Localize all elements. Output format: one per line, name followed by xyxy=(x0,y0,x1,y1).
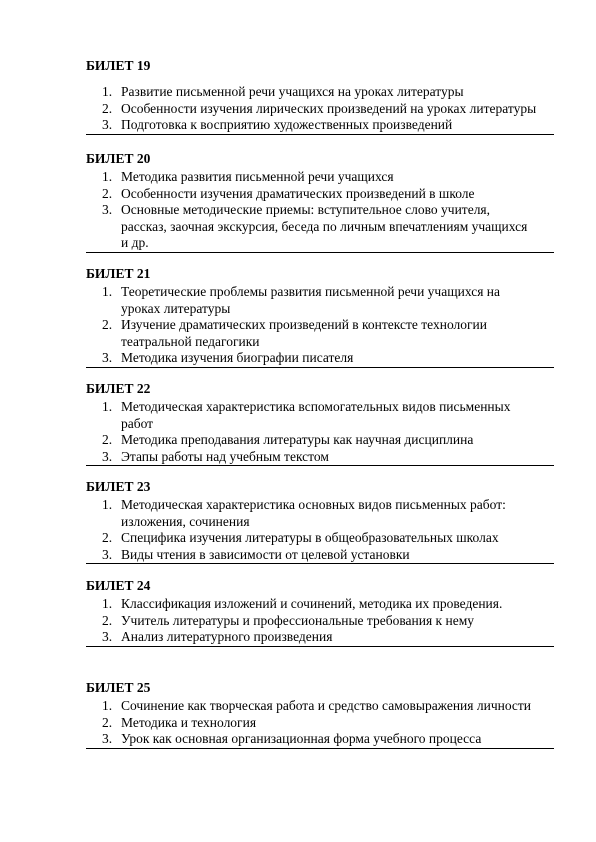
question-text-line: Особенности изучения лирических произведений на уроках литературы xyxy=(121,100,537,116)
question-number: 1. xyxy=(102,84,113,99)
question-list xyxy=(86,284,554,368)
question-number: 3. xyxy=(102,202,113,217)
ticket-21 xyxy=(86,266,554,368)
ticket-title: БИЛЕТ 22 xyxy=(86,381,151,396)
question-number: 2. xyxy=(102,185,113,201)
question-item xyxy=(86,317,554,350)
ticket-19 xyxy=(86,58,554,135)
ticket-20 xyxy=(86,151,554,253)
question-text-line: Особенности изучения драматических произведений в школе xyxy=(121,185,475,201)
question-item xyxy=(86,596,554,613)
question-text-line: Этапы работы над учебным текстом xyxy=(121,448,329,464)
ticket-22 xyxy=(86,381,554,466)
question-text-line: Специфика изучения литературы в общеобразовательных школах xyxy=(121,530,499,545)
question-item xyxy=(86,530,554,547)
question-number: 2. xyxy=(102,714,113,730)
question-text-line: изложения, сочинения xyxy=(121,513,250,529)
question-list xyxy=(86,497,554,564)
question-item xyxy=(86,169,554,186)
question-text-line: Методическая характеристика вспомогательных видов письменных xyxy=(121,399,511,414)
question-number: 3. xyxy=(102,117,113,132)
question-item xyxy=(86,547,554,565)
question-item xyxy=(86,449,554,467)
question-text-line: Анализ литературного произведения xyxy=(121,629,333,644)
question-item xyxy=(86,399,554,432)
question-number: 3. xyxy=(102,448,113,464)
question-number: 1. xyxy=(102,169,113,184)
question-text-line: Подготовка к восприятию художественных произведений xyxy=(121,117,453,132)
question-item xyxy=(86,117,554,135)
question-list xyxy=(86,596,554,647)
question-text-line: Методика преподавания литературы как научная дисциплина xyxy=(121,432,474,447)
question-text-line: Изучение драматических произведений в контексте технологии xyxy=(121,317,487,332)
question-item xyxy=(86,715,554,732)
question-text-line: Развитие письменной речи учащихся на уроках литературы xyxy=(121,84,464,99)
ticket-title: БИЛЕТ 20 xyxy=(86,151,151,166)
question-text-line: Основные методические приемы: вступительное слово учителя, xyxy=(121,202,491,217)
question-text-line: театральной педагогики xyxy=(121,333,260,349)
question-list xyxy=(86,169,554,253)
question-text-line: Сочинение как творческая работа и средство самовыражения личности xyxy=(121,698,532,713)
question-list xyxy=(86,698,554,749)
question-text-line: и др. xyxy=(121,235,149,250)
question-number: 1. xyxy=(102,497,113,512)
question-number: 3. xyxy=(102,629,113,644)
question-text-line: рассказ, заочная экскурсия, беседа по личным впечатлениям учащихся xyxy=(121,218,528,234)
question-number: 3. xyxy=(102,731,113,746)
question-number: 1. xyxy=(102,698,113,713)
question-item xyxy=(86,350,554,368)
question-number: 2. xyxy=(102,530,113,545)
question-text-line: Виды чтения в зависимости от целевой установки xyxy=(121,546,410,562)
question-text-line: Классификация изложений и сочинений, методика их проведения. xyxy=(121,596,503,611)
question-number: 3. xyxy=(102,350,113,365)
question-item xyxy=(86,629,554,647)
question-text-line: Методика изучения биографии писателя xyxy=(121,350,354,365)
question-text-line: Методика развития письменной речи учащихся xyxy=(121,169,394,184)
question-item xyxy=(86,497,554,530)
question-text-line: Учитель литературы и профессиональные требования к нему xyxy=(121,612,474,628)
ticket-title: БИЛЕТ 19 xyxy=(86,58,151,73)
ticket-23 xyxy=(86,479,554,564)
question-number: 1. xyxy=(102,284,113,299)
ticket-title: БИЛЕТ 23 xyxy=(86,479,151,494)
question-text-line: уроках литературы xyxy=(121,300,231,316)
ticket-title: БИЛЕТ 25 xyxy=(86,680,151,695)
question-item xyxy=(86,202,554,253)
question-item xyxy=(86,101,554,118)
question-item xyxy=(86,186,554,203)
ticket-25 xyxy=(86,680,554,749)
ticket-title: БИЛЕТ 24 xyxy=(86,578,151,593)
question-number: 1. xyxy=(102,399,113,414)
question-item xyxy=(86,698,554,715)
question-item xyxy=(86,84,554,101)
question-text-line: Методика и технология xyxy=(121,714,257,730)
question-text-line: Теоретические проблемы развития письменной речи учащихся на xyxy=(121,284,500,299)
question-text-line: Урок как основная организационная форма учебного процесса xyxy=(121,731,482,746)
question-number: 2. xyxy=(102,317,113,332)
question-text-line: работ xyxy=(121,415,154,431)
question-item xyxy=(86,731,554,749)
question-number: 3. xyxy=(102,546,113,562)
question-number: 2. xyxy=(102,612,113,628)
question-number: 2. xyxy=(102,100,113,116)
question-list xyxy=(86,399,554,466)
question-item xyxy=(86,284,554,317)
question-number: 1. xyxy=(102,596,113,611)
ticket-24 xyxy=(86,578,554,647)
question-text-line: Методическая характеристика основных видов письменных работ: xyxy=(121,497,506,512)
question-number: 2. xyxy=(102,432,113,447)
question-list xyxy=(86,84,554,135)
ticket-title: БИЛЕТ 21 xyxy=(86,266,151,281)
question-item xyxy=(86,613,554,630)
question-item xyxy=(86,432,554,449)
